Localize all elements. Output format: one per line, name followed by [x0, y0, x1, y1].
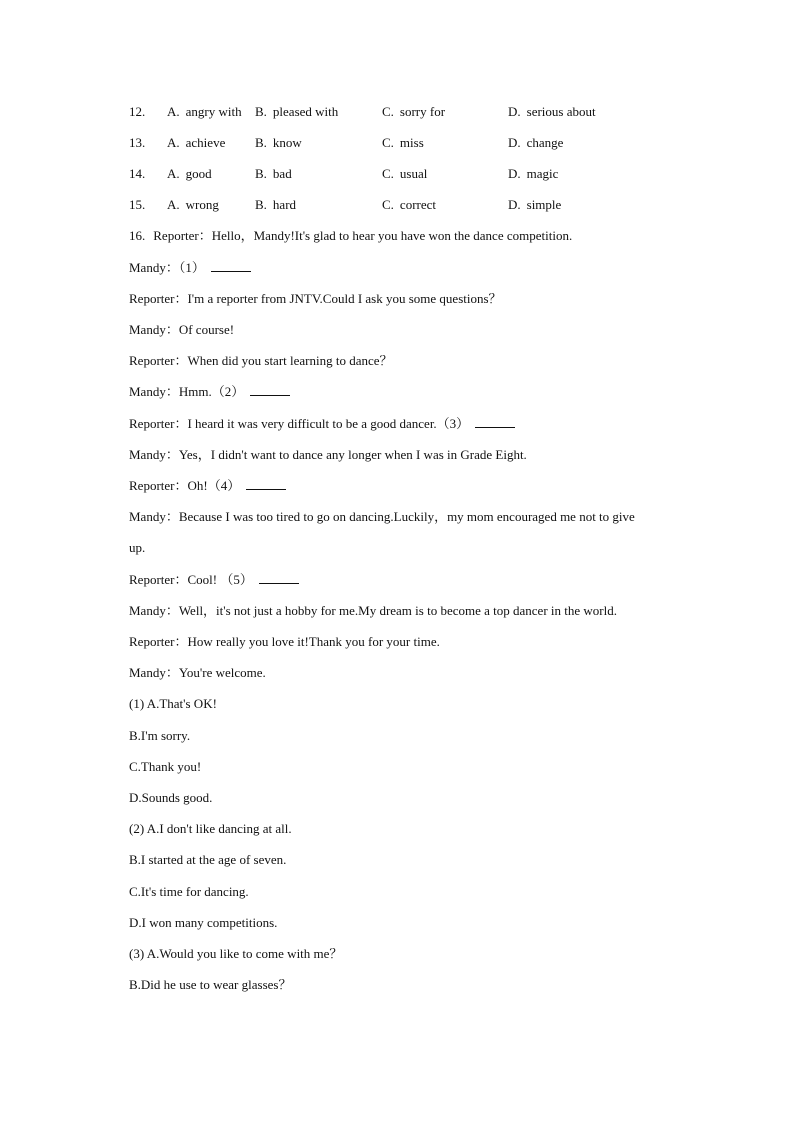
answer-blank-5[interactable] — [259, 571, 299, 584]
option-c: C. sorry for — [382, 104, 446, 119]
option-b: B. pleased with — [255, 104, 339, 119]
answer-blank-2[interactable] — [250, 383, 290, 396]
choice-line: (3) A.Would you like to come with me？ — [129, 946, 343, 961]
dialogue-line-13: Mandy：Well，it's not just a hobby for me.My dream is to become a top dancer in the world. — [129, 603, 617, 618]
question-number: 14. — [129, 166, 146, 181]
dialogue-line-8: Mandy：Yes，I didn't want to dance any longer when I was in Grade Eight. — [129, 447, 527, 462]
choice-line: (1) A.That's OK! — [129, 696, 217, 711]
dialogue-line-9: Reporter：Oh!（4） — [129, 477, 286, 495]
answer-blank-3[interactable] — [475, 415, 515, 428]
dialogue-line-6: Mandy：Hmm.（2） — [129, 383, 290, 401]
choice-line: C.Thank you! — [129, 759, 202, 774]
question-number: 13. — [129, 135, 146, 150]
dialogue-line-7: Reporter：I heard it was very difficult to be a good dancer.（3） — [129, 415, 515, 433]
option-b: B. know — [255, 135, 302, 150]
question-number: 12. — [129, 104, 146, 119]
option-d: D. simple — [508, 197, 562, 212]
dialogue-line-3: Reporter：I'm a reporter from JNTV.Could I ask you some questions？ — [129, 291, 502, 306]
dialogue-line-4: Mandy：Of course! — [129, 322, 235, 337]
dialogue-line-11: up. — [129, 540, 146, 555]
choice-line: B.I'm sorry. — [129, 728, 191, 743]
dialogue-line-5: Reporter：When did you start learning to dance？ — [129, 353, 393, 368]
answer-blank-4[interactable] — [246, 477, 286, 490]
option-d: D. serious about — [508, 104, 596, 119]
choice-line: D.Sounds good. — [129, 790, 213, 805]
dialogue-line-1: 16. Reporter：Hello，Mandy!It's glad to hear you have won the dance competition. — [129, 228, 573, 243]
option-c: C. correct — [382, 197, 437, 212]
dialogue-line-10: Mandy：Because I was too tired to go on dancing.Luckily，my mom encouraged me not to give — [129, 509, 635, 524]
question-number: 15. — [129, 197, 146, 212]
choice-line: D.I won many competitions. — [129, 915, 278, 930]
option-d: D. change — [508, 135, 564, 150]
option-c: C. miss — [382, 135, 424, 150]
option-a: A. achieve — [167, 135, 226, 150]
option-d: D. magic — [508, 166, 559, 181]
choice-line: B.Did he use to wear glasses？ — [129, 977, 292, 992]
dialogue-line-14: Reporter：How really you love it!Thank you for your time. — [129, 634, 440, 649]
choice-line: C.It's time for dancing. — [129, 884, 249, 899]
option-a: A. angry with — [167, 104, 242, 119]
choice-line: B.I started at the age of seven. — [129, 852, 287, 867]
dialogue-line-15: Mandy：You're welcome. — [129, 665, 266, 680]
dialogue-line-2: Mandy：（1） — [129, 259, 251, 277]
choice-line: (2) A.I don't like dancing at all. — [129, 821, 292, 836]
question-number: 16. — [129, 228, 146, 243]
option-a: A. wrong — [167, 197, 219, 212]
option-a: A. good — [167, 166, 212, 181]
option-c: C. usual — [382, 166, 428, 181]
answer-blank-1[interactable] — [211, 259, 251, 272]
dialogue-line-12: Reporter：Cool! （5） — [129, 571, 299, 589]
option-b: B. hard — [255, 197, 297, 212]
option-b: B. bad — [255, 166, 292, 181]
